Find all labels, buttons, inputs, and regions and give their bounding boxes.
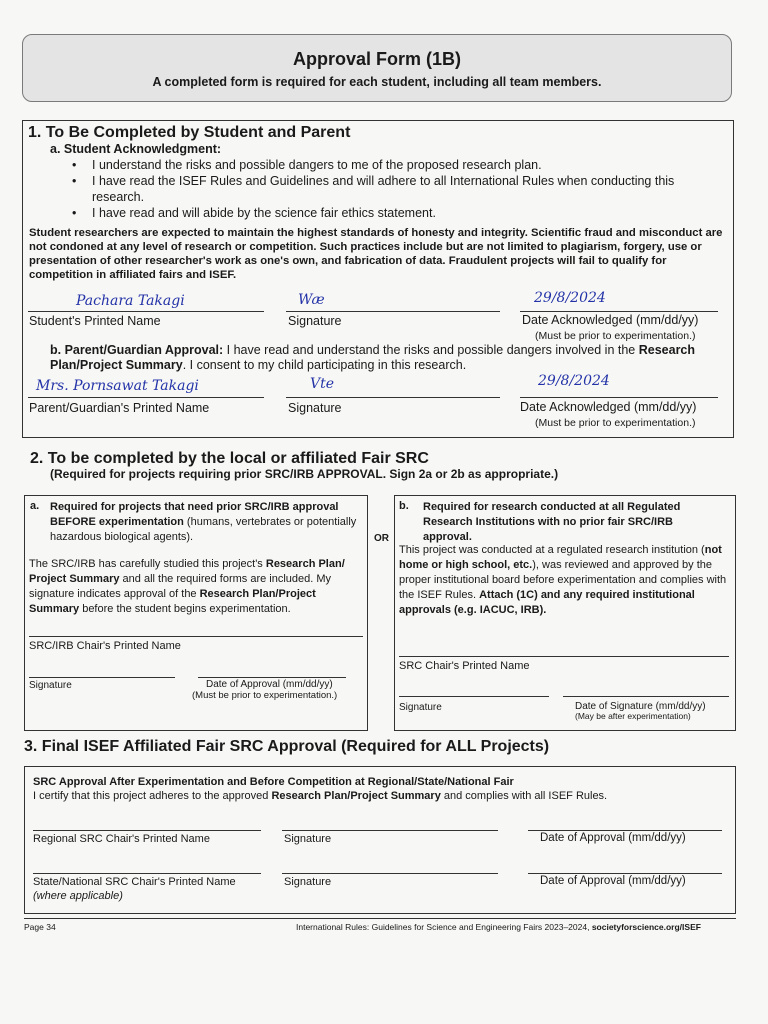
section-2b-chair-line [399, 656, 729, 657]
student-name-line [28, 311, 264, 312]
section-2b-date-line [563, 696, 729, 697]
section-2b-heading: Required for research conducted at all Regulated Research Institutions with no prior fair SRC/IRB approval. [423, 501, 681, 543]
parent-approval-bold: Research Plan/Project Summary [50, 343, 696, 372]
section-2a-heading-bold: Required for projects that need prior SRC/IRB approval BEFORE experimentation [50, 501, 339, 528]
section-2b-body-bold-1: not home or high school, etc. [399, 544, 722, 571]
bullet-ethics: • I have read and will abide by the science fair ethics statement. [92, 205, 722, 221]
section-2a-heading [50, 500, 360, 545]
parent-date-line [520, 397, 718, 398]
section-2a-body-bold-2: Research Plan/Project Summary [29, 588, 316, 615]
student-name-value: Pachara Takagi [76, 293, 185, 309]
section-2a-date-line [198, 677, 346, 678]
section-3-certify-bold: Research Plan/Project Summary [271, 790, 441, 802]
footer-url: societyforscience.org/ISEF [591, 922, 701, 932]
parent-approval-label: b. Parent/Guardian Approval: [50, 343, 224, 357]
footer-rule [24, 918, 736, 919]
section-2b-date-label: Date of Signature (mm/dd/yy) [575, 701, 706, 712]
parent-signature-line [286, 397, 500, 398]
section-2a-chair-label: SRC/IRB Chair's Printed Name [29, 640, 181, 652]
regional-date-label: Date of Approval (mm/dd/yy) [540, 832, 686, 844]
regional-signature-line [282, 830, 498, 831]
state-chair-label: State/National SRC Chair's Printed Name [33, 876, 236, 888]
state-chair-line [33, 873, 261, 874]
section-2a-signature-line [29, 677, 175, 678]
section-2b-signature-label: Signature [399, 702, 442, 713]
section-2a-chair-line [29, 636, 363, 637]
regional-chair-line [33, 830, 261, 831]
student-signature-label: Signature [288, 314, 342, 328]
parent-name-label: Parent/Guardian's Printed Name [29, 401, 210, 415]
section-3-certify-2: and complies with all ISEF Rules. [440, 790, 608, 802]
regional-chair-label: Regional SRC Chair's Printed Name [33, 833, 210, 845]
footer-text: International Rules: Guidelines for Science and Engineering Fairs 2023–2024, [296, 922, 592, 932]
student-date-line [520, 311, 718, 312]
section-2b-chair-label: SRC Chair's Printed Name [399, 660, 530, 672]
section-2b-marker: b. [399, 500, 409, 512]
section-2b-body [399, 543, 731, 618]
parent-signature-label: Signature [288, 401, 342, 415]
section-2a-heading-rest: (humans, vertebrates or potentially hazardous biological agents). [50, 516, 357, 543]
parent-approval-body: I have read and understand the risks and possible dangers involved in the [223, 343, 639, 357]
section-2b-signature-line [399, 696, 549, 697]
section-2a-date-label: Date of Approval (mm/dd/yy) [206, 679, 333, 690]
parent-approval-body-2: . I consent to my child participating in this research. [182, 358, 467, 372]
bullet-rules: • I have read the ISEF Rules and Guidelines and will adhere to all International Rules when conducting this research. [92, 173, 712, 205]
parent-date-value: 29/8/2024 [538, 373, 610, 389]
section-3-certify [33, 790, 607, 802]
footer-page-number: Page 34 [24, 922, 56, 932]
student-ack-label: a. Student Acknowledgment: [50, 142, 222, 156]
state-where-label: (where applicable) [33, 890, 123, 902]
form-subtitle: A completed form is required for each student, including all team members. [152, 75, 602, 89]
bullet-risks: • I understand the risks and possible dangers to me of the proposed research plan. [92, 157, 722, 173]
section-2a-marker: a. [30, 500, 40, 512]
student-date-label: Date Acknowledged (mm/dd/yy) [522, 313, 699, 327]
section-3-heading: SRC Approval After Experimentation and Before Competition at Regional/State/National Fair [33, 776, 514, 788]
form-title: Approval Form (1B) [292, 49, 461, 69]
section-3-title: 3. Final ISEF Affiliated Fair SRC Approval (Required for ALL Projects) [24, 738, 550, 755]
parent-signature-value: Vte [310, 376, 335, 392]
regional-date-line [528, 830, 722, 831]
parent-prior-note: (Must be prior to experimentation.) [535, 417, 696, 429]
student-name-label: Student's Printed Name [29, 314, 161, 328]
student-date-value: 29/8/2024 [534, 290, 606, 306]
section-2a-body-3: before the student begins experimentation. [79, 603, 291, 615]
section-2a-body [29, 557, 365, 617]
section-2a-body-1: The SRC/IRB has carefully studied this project's [29, 558, 266, 570]
form-header [22, 34, 732, 102]
or-divider: OR [374, 533, 389, 544]
parent-name-line [28, 397, 264, 398]
regional-signature-label: Signature [284, 833, 332, 845]
state-signature-line [282, 873, 498, 874]
section-2-title: 2. To be completed by the local or affiliated Fair SRC [30, 450, 429, 467]
section-2b-body-bold-2: Attach (1C) and any required institutional approvals (e.g. IACUC, IRB). [399, 589, 695, 616]
section-2b-date-note: (May be after experimentation) [575, 711, 691, 721]
state-date-label: Date of Approval (mm/dd/yy) [540, 875, 686, 887]
section-3-certify-1: I certify that this project adheres to the approved [33, 790, 272, 802]
state-signature-label: Signature [284, 876, 332, 888]
section-2b-body-1: This project was conducted at a regulated research institution ( [399, 544, 705, 556]
state-date-line [528, 873, 722, 874]
ethics-statement: Student researchers are expected to maintain the highest standards of honesty and integrity. Scientific fraud and misconduct are not condoned at any level of research or competition. Such practices include but are not limited to plagiarism, forgery, use or presentation of other researcher's work as one's own, and fabrication of data. Fraudulent projects will fail to qualify for competition in affiliated fairs and ISEF. [29, 227, 723, 281]
parent-date-label: Date Acknowledged (mm/dd/yy) [520, 400, 697, 414]
section-2a-signature-label: Signature [29, 680, 72, 691]
student-prior-note: (Must be prior to experimentation.) [535, 330, 696, 342]
section-2a-body-2: and all the required forms are included. My signature indicates approval of the [29, 573, 332, 600]
section-2a-date-note: (Must be prior to experimentation.) [192, 690, 338, 701]
student-signature-line [286, 311, 500, 312]
footer-citation [296, 922, 701, 932]
parent-name-value: Mrs. Pornsawat Takagi [36, 378, 199, 394]
section-2a-body-bold-1: Research Plan/ Project Summary [29, 558, 345, 585]
section-2b-body-2: ), was reviewed and approved by the proper institutional board before experimentation and complies with the ISEF Rules. [399, 559, 727, 601]
section-2-subtitle: (Required for projects requiring prior SRC/IRB APPROVAL. Sign 2a or 2b as appropriate.) [50, 467, 559, 481]
parent-approval-text [50, 343, 718, 373]
student-signature-value: Wæ [298, 292, 325, 308]
section-1-title: 1. To Be Completed by Student and Parent [28, 124, 351, 141]
